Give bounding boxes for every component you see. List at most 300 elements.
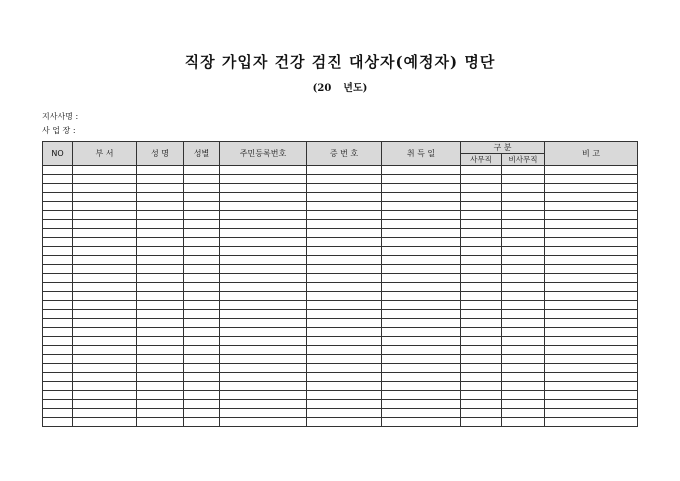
cell-no[interactable] bbox=[43, 391, 73, 400]
cell-department[interactable] bbox=[73, 337, 137, 346]
cell-office-worker[interactable] bbox=[461, 247, 502, 256]
cell-office-worker[interactable] bbox=[461, 202, 502, 211]
cell-no[interactable] bbox=[43, 337, 73, 346]
cell-non-office-worker[interactable] bbox=[502, 184, 545, 193]
cell-no[interactable] bbox=[43, 346, 73, 355]
cell-department[interactable] bbox=[73, 328, 137, 337]
cell-resident-number[interactable] bbox=[220, 274, 307, 283]
cell-no[interactable] bbox=[43, 400, 73, 409]
cell-gender[interactable] bbox=[184, 166, 220, 175]
table-row bbox=[43, 418, 638, 427]
cell-remarks[interactable] bbox=[545, 373, 638, 382]
cell-non-office-worker[interactable] bbox=[502, 283, 545, 292]
cell-resident-number[interactable] bbox=[220, 166, 307, 175]
cell-no[interactable] bbox=[43, 202, 73, 211]
cell-department[interactable] bbox=[73, 400, 137, 409]
cell-non-office-worker[interactable] bbox=[502, 211, 545, 220]
cell-non-office-worker[interactable] bbox=[502, 409, 545, 418]
cell-resident-number[interactable] bbox=[220, 292, 307, 301]
cell-no[interactable] bbox=[43, 229, 73, 238]
cell-office-worker[interactable] bbox=[461, 265, 502, 274]
cell-name[interactable] bbox=[137, 211, 184, 220]
cell-certificate-number[interactable] bbox=[307, 319, 382, 328]
cell-resident-number[interactable] bbox=[220, 238, 307, 247]
cell-certificate-number[interactable] bbox=[307, 193, 382, 202]
cell-office-worker[interactable] bbox=[461, 229, 502, 238]
cell-non-office-worker[interactable] bbox=[502, 265, 545, 274]
cell-remarks[interactable] bbox=[545, 175, 638, 184]
cell-resident-number[interactable] bbox=[220, 418, 307, 427]
cell-certificate-number[interactable] bbox=[307, 346, 382, 355]
cell-certificate-number[interactable] bbox=[307, 256, 382, 265]
cell-certificate-number[interactable] bbox=[307, 229, 382, 238]
cell-certificate-number[interactable] bbox=[307, 382, 382, 391]
cell-gender[interactable] bbox=[184, 211, 220, 220]
cell-office-worker[interactable] bbox=[461, 409, 502, 418]
cell-acquired-date[interactable] bbox=[382, 220, 461, 229]
cell-resident-number[interactable] bbox=[220, 229, 307, 238]
cell-certificate-number[interactable] bbox=[307, 409, 382, 418]
cell-non-office-worker[interactable] bbox=[502, 355, 545, 364]
cell-department[interactable] bbox=[73, 310, 137, 319]
cell-office-worker[interactable] bbox=[461, 400, 502, 409]
cell-resident-number[interactable] bbox=[220, 355, 307, 364]
cell-certificate-number[interactable] bbox=[307, 274, 382, 283]
cell-gender[interactable] bbox=[184, 418, 220, 427]
cell-resident-number[interactable] bbox=[220, 364, 307, 373]
cell-non-office-worker[interactable] bbox=[502, 328, 545, 337]
cell-office-worker[interactable] bbox=[461, 355, 502, 364]
cell-acquired-date[interactable] bbox=[382, 364, 461, 373]
cell-name[interactable] bbox=[137, 382, 184, 391]
table-row bbox=[43, 256, 638, 265]
cell-non-office-worker[interactable] bbox=[502, 310, 545, 319]
cell-acquired-date[interactable] bbox=[382, 184, 461, 193]
cell-remarks[interactable] bbox=[545, 238, 638, 247]
cell-department[interactable] bbox=[73, 229, 137, 238]
cell-acquired-date[interactable] bbox=[382, 301, 461, 310]
cell-remarks[interactable] bbox=[545, 319, 638, 328]
cell-resident-number[interactable] bbox=[220, 319, 307, 328]
cell-name[interactable] bbox=[137, 265, 184, 274]
cell-department[interactable] bbox=[73, 283, 137, 292]
cell-certificate-number[interactable] bbox=[307, 247, 382, 256]
cell-no[interactable] bbox=[43, 364, 73, 373]
cell-non-office-worker[interactable] bbox=[502, 319, 545, 328]
cell-acquired-date[interactable] bbox=[382, 400, 461, 409]
cell-no[interactable] bbox=[43, 247, 73, 256]
cell-non-office-worker[interactable] bbox=[502, 364, 545, 373]
cell-gender[interactable] bbox=[184, 382, 220, 391]
cell-no[interactable] bbox=[43, 301, 73, 310]
cell-office-worker[interactable] bbox=[461, 274, 502, 283]
cell-gender[interactable] bbox=[184, 292, 220, 301]
cell-acquired-date[interactable] bbox=[382, 283, 461, 292]
cell-remarks[interactable] bbox=[545, 400, 638, 409]
cell-certificate-number[interactable] bbox=[307, 400, 382, 409]
cell-non-office-worker[interactable] bbox=[502, 418, 545, 427]
cell-no[interactable] bbox=[43, 265, 73, 274]
cell-name[interactable] bbox=[137, 292, 184, 301]
cell-office-worker[interactable] bbox=[461, 238, 502, 247]
cell-office-worker[interactable] bbox=[461, 292, 502, 301]
cell-non-office-worker[interactable] bbox=[502, 274, 545, 283]
cell-resident-number[interactable] bbox=[220, 184, 307, 193]
cell-name[interactable] bbox=[137, 184, 184, 193]
cell-certificate-number[interactable] bbox=[307, 373, 382, 382]
cell-gender[interactable] bbox=[184, 202, 220, 211]
cell-department[interactable] bbox=[73, 247, 137, 256]
cell-remarks[interactable] bbox=[545, 166, 638, 175]
cell-remarks[interactable] bbox=[545, 346, 638, 355]
cell-acquired-date[interactable] bbox=[382, 256, 461, 265]
cell-non-office-worker[interactable] bbox=[502, 301, 545, 310]
cell-gender[interactable] bbox=[184, 256, 220, 265]
cell-no[interactable] bbox=[43, 283, 73, 292]
cell-no[interactable] bbox=[43, 409, 73, 418]
cell-remarks[interactable] bbox=[545, 337, 638, 346]
cell-no[interactable] bbox=[43, 310, 73, 319]
cell-no[interactable] bbox=[43, 382, 73, 391]
cell-department[interactable] bbox=[73, 319, 137, 328]
cell-no[interactable] bbox=[43, 238, 73, 247]
cell-non-office-worker[interactable] bbox=[502, 256, 545, 265]
cell-acquired-date[interactable] bbox=[382, 238, 461, 247]
cell-no[interactable] bbox=[43, 193, 73, 202]
cell-acquired-date[interactable] bbox=[382, 202, 461, 211]
cell-acquired-date[interactable] bbox=[382, 211, 461, 220]
cell-acquired-date[interactable] bbox=[382, 355, 461, 364]
cell-resident-number[interactable] bbox=[220, 283, 307, 292]
cell-non-office-worker[interactable] bbox=[502, 193, 545, 202]
cell-certificate-number[interactable] bbox=[307, 310, 382, 319]
cell-office-worker[interactable] bbox=[461, 373, 502, 382]
cell-department[interactable] bbox=[73, 292, 137, 301]
cell-office-worker[interactable] bbox=[461, 418, 502, 427]
cell-certificate-number[interactable] bbox=[307, 175, 382, 184]
cell-remarks[interactable] bbox=[545, 229, 638, 238]
cell-department[interactable] bbox=[73, 274, 137, 283]
cell-remarks[interactable] bbox=[545, 202, 638, 211]
cell-non-office-worker[interactable] bbox=[502, 337, 545, 346]
cell-remarks[interactable] bbox=[545, 391, 638, 400]
cell-department[interactable] bbox=[73, 373, 137, 382]
cell-non-office-worker[interactable] bbox=[502, 382, 545, 391]
cell-remarks[interactable] bbox=[545, 256, 638, 265]
cell-office-worker[interactable] bbox=[461, 193, 502, 202]
cell-no[interactable] bbox=[43, 166, 73, 175]
cell-non-office-worker[interactable] bbox=[502, 238, 545, 247]
cell-name[interactable] bbox=[137, 310, 184, 319]
cell-office-worker[interactable] bbox=[461, 364, 502, 373]
cell-name[interactable] bbox=[137, 301, 184, 310]
cell-gender[interactable] bbox=[184, 265, 220, 274]
cell-name[interactable] bbox=[137, 328, 184, 337]
cell-acquired-date[interactable] bbox=[382, 337, 461, 346]
cell-name[interactable] bbox=[137, 337, 184, 346]
cell-office-worker[interactable] bbox=[461, 283, 502, 292]
cell-acquired-date[interactable] bbox=[382, 292, 461, 301]
cell-remarks[interactable] bbox=[545, 364, 638, 373]
cell-name[interactable] bbox=[137, 247, 184, 256]
cell-remarks[interactable] bbox=[545, 184, 638, 193]
cell-remarks[interactable] bbox=[545, 283, 638, 292]
cell-department[interactable] bbox=[73, 265, 137, 274]
cell-department[interactable] bbox=[73, 409, 137, 418]
cell-office-worker[interactable] bbox=[461, 301, 502, 310]
cell-certificate-number[interactable] bbox=[307, 337, 382, 346]
cell-resident-number[interactable] bbox=[220, 400, 307, 409]
cell-remarks[interactable] bbox=[545, 355, 638, 364]
cell-gender[interactable] bbox=[184, 373, 220, 382]
cell-gender[interactable] bbox=[184, 355, 220, 364]
cell-non-office-worker[interactable] bbox=[502, 391, 545, 400]
cell-resident-number[interactable] bbox=[220, 202, 307, 211]
cell-acquired-date[interactable] bbox=[382, 418, 461, 427]
cell-office-worker[interactable] bbox=[461, 346, 502, 355]
cell-gender[interactable] bbox=[184, 409, 220, 418]
cell-certificate-number[interactable] bbox=[307, 184, 382, 193]
cell-certificate-number[interactable] bbox=[307, 364, 382, 373]
cell-department[interactable] bbox=[73, 184, 137, 193]
cell-office-worker[interactable] bbox=[461, 337, 502, 346]
cell-department[interactable] bbox=[73, 382, 137, 391]
cell-resident-number[interactable] bbox=[220, 220, 307, 229]
cell-gender[interactable] bbox=[184, 328, 220, 337]
cell-acquired-date[interactable] bbox=[382, 229, 461, 238]
table-row bbox=[43, 391, 638, 400]
cell-gender[interactable] bbox=[184, 301, 220, 310]
cell-certificate-number[interactable] bbox=[307, 238, 382, 247]
cell-office-worker[interactable] bbox=[461, 310, 502, 319]
cell-resident-number[interactable] bbox=[220, 247, 307, 256]
cell-gender[interactable] bbox=[184, 274, 220, 283]
cell-name[interactable] bbox=[137, 238, 184, 247]
cell-acquired-date[interactable] bbox=[382, 274, 461, 283]
cell-acquired-date[interactable] bbox=[382, 310, 461, 319]
cell-non-office-worker[interactable] bbox=[502, 229, 545, 238]
cell-name[interactable] bbox=[137, 283, 184, 292]
cell-certificate-number[interactable] bbox=[307, 166, 382, 175]
cell-acquired-date[interactable] bbox=[382, 382, 461, 391]
cell-non-office-worker[interactable] bbox=[502, 166, 545, 175]
cell-resident-number[interactable] bbox=[220, 328, 307, 337]
roster-table bbox=[42, 141, 638, 427]
cell-department[interactable] bbox=[73, 364, 137, 373]
cell-name[interactable] bbox=[137, 373, 184, 382]
cell-resident-number[interactable] bbox=[220, 211, 307, 220]
table-row bbox=[43, 265, 638, 274]
cell-certificate-number[interactable] bbox=[307, 220, 382, 229]
cell-no[interactable] bbox=[43, 175, 73, 184]
cell-name[interactable] bbox=[137, 319, 184, 328]
cell-gender[interactable] bbox=[184, 400, 220, 409]
cell-non-office-worker[interactable] bbox=[502, 220, 545, 229]
cell-non-office-worker[interactable] bbox=[502, 400, 545, 409]
cell-no[interactable] bbox=[43, 211, 73, 220]
cell-acquired-date[interactable] bbox=[382, 166, 461, 175]
cell-remarks[interactable] bbox=[545, 265, 638, 274]
cell-gender[interactable] bbox=[184, 184, 220, 193]
cell-resident-number[interactable] bbox=[220, 256, 307, 265]
cell-office-worker[interactable] bbox=[461, 328, 502, 337]
cell-certificate-number[interactable] bbox=[307, 211, 382, 220]
cell-name[interactable] bbox=[137, 355, 184, 364]
cell-name[interactable] bbox=[137, 346, 184, 355]
cell-office-worker[interactable] bbox=[461, 211, 502, 220]
cell-name[interactable] bbox=[137, 175, 184, 184]
cell-non-office-worker[interactable] bbox=[502, 373, 545, 382]
cell-gender[interactable] bbox=[184, 364, 220, 373]
cell-no[interactable] bbox=[43, 220, 73, 229]
cell-name[interactable] bbox=[137, 229, 184, 238]
cell-acquired-date[interactable] bbox=[382, 391, 461, 400]
cell-name[interactable] bbox=[137, 418, 184, 427]
cell-office-worker[interactable] bbox=[461, 382, 502, 391]
cell-certificate-number[interactable] bbox=[307, 328, 382, 337]
cell-acquired-date[interactable] bbox=[382, 373, 461, 382]
cell-gender[interactable] bbox=[184, 238, 220, 247]
cell-gender[interactable] bbox=[184, 337, 220, 346]
cell-remarks[interactable] bbox=[545, 310, 638, 319]
cell-resident-number[interactable] bbox=[220, 301, 307, 310]
cell-name[interactable] bbox=[137, 409, 184, 418]
cell-resident-number[interactable] bbox=[220, 337, 307, 346]
cell-remarks[interactable] bbox=[545, 409, 638, 418]
cell-remarks[interactable] bbox=[545, 292, 638, 301]
cell-certificate-number[interactable] bbox=[307, 292, 382, 301]
cell-gender[interactable] bbox=[184, 220, 220, 229]
cell-non-office-worker[interactable] bbox=[502, 175, 545, 184]
cell-no[interactable] bbox=[43, 292, 73, 301]
cell-gender[interactable] bbox=[184, 391, 220, 400]
cell-no[interactable] bbox=[43, 418, 73, 427]
cell-no[interactable] bbox=[43, 274, 73, 283]
cell-certificate-number[interactable] bbox=[307, 283, 382, 292]
cell-department[interactable] bbox=[73, 193, 137, 202]
cell-office-worker[interactable] bbox=[461, 220, 502, 229]
cell-department[interactable] bbox=[73, 211, 137, 220]
cell-gender[interactable] bbox=[184, 346, 220, 355]
cell-certificate-number[interactable] bbox=[307, 265, 382, 274]
cell-office-worker[interactable] bbox=[461, 175, 502, 184]
cell-name[interactable] bbox=[137, 220, 184, 229]
cell-remarks[interactable] bbox=[545, 274, 638, 283]
cell-acquired-date[interactable] bbox=[382, 346, 461, 355]
cell-remarks[interactable] bbox=[545, 301, 638, 310]
cell-resident-number[interactable] bbox=[220, 382, 307, 391]
cell-certificate-number[interactable] bbox=[307, 202, 382, 211]
cell-gender[interactable] bbox=[184, 229, 220, 238]
cell-name[interactable] bbox=[137, 364, 184, 373]
cell-certificate-number[interactable] bbox=[307, 391, 382, 400]
cell-remarks[interactable] bbox=[545, 211, 638, 220]
cell-resident-number[interactable] bbox=[220, 310, 307, 319]
cell-non-office-worker[interactable] bbox=[502, 292, 545, 301]
cell-department[interactable] bbox=[73, 301, 137, 310]
cell-resident-number[interactable] bbox=[220, 175, 307, 184]
cell-name[interactable] bbox=[137, 400, 184, 409]
cell-name[interactable] bbox=[137, 202, 184, 211]
cell-certificate-number[interactable] bbox=[307, 355, 382, 364]
cell-no[interactable] bbox=[43, 256, 73, 265]
cell-office-worker[interactable] bbox=[461, 391, 502, 400]
cell-department[interactable] bbox=[73, 355, 137, 364]
cell-acquired-date[interactable] bbox=[382, 319, 461, 328]
cell-resident-number[interactable] bbox=[220, 346, 307, 355]
cell-remarks[interactable] bbox=[545, 193, 638, 202]
cell-name[interactable] bbox=[137, 166, 184, 175]
cell-name[interactable] bbox=[137, 274, 184, 283]
cell-name[interactable] bbox=[137, 193, 184, 202]
cell-non-office-worker[interactable] bbox=[502, 247, 545, 256]
cell-remarks[interactable] bbox=[545, 328, 638, 337]
cell-remarks[interactable] bbox=[545, 220, 638, 229]
cell-no[interactable] bbox=[43, 319, 73, 328]
cell-office-worker[interactable] bbox=[461, 184, 502, 193]
cell-department[interactable] bbox=[73, 202, 137, 211]
cell-department[interactable] bbox=[73, 418, 137, 427]
cell-department[interactable] bbox=[73, 256, 137, 265]
header-gender: 성별 bbox=[184, 142, 220, 166]
cell-no[interactable] bbox=[43, 184, 73, 193]
cell-department[interactable] bbox=[73, 346, 137, 355]
cell-non-office-worker[interactable] bbox=[502, 346, 545, 355]
cell-certificate-number[interactable] bbox=[307, 418, 382, 427]
cell-acquired-date[interactable] bbox=[382, 265, 461, 274]
table-row bbox=[43, 202, 638, 211]
cell-name[interactable] bbox=[137, 256, 184, 265]
cell-no[interactable] bbox=[43, 355, 73, 364]
cell-gender[interactable] bbox=[184, 247, 220, 256]
table-row bbox=[43, 247, 638, 256]
cell-office-worker[interactable] bbox=[461, 256, 502, 265]
cell-resident-number[interactable] bbox=[220, 391, 307, 400]
cell-gender[interactable] bbox=[184, 310, 220, 319]
cell-acquired-date[interactable] bbox=[382, 409, 461, 418]
cell-gender[interactable] bbox=[184, 283, 220, 292]
cell-office-worker[interactable] bbox=[461, 166, 502, 175]
cell-remarks[interactable] bbox=[545, 382, 638, 391]
cell-resident-number[interactable] bbox=[220, 409, 307, 418]
cell-acquired-date[interactable] bbox=[382, 175, 461, 184]
cell-department[interactable] bbox=[73, 175, 137, 184]
cell-acquired-date[interactable] bbox=[382, 247, 461, 256]
cell-acquired-date[interactable] bbox=[382, 193, 461, 202]
subtitle-year-open: (20 bbox=[312, 83, 332, 94]
cell-no[interactable] bbox=[43, 373, 73, 382]
cell-remarks[interactable] bbox=[545, 247, 638, 256]
cell-department[interactable] bbox=[73, 220, 137, 229]
cell-non-office-worker[interactable] bbox=[502, 202, 545, 211]
cell-department[interactable] bbox=[73, 166, 137, 175]
cell-resident-number[interactable] bbox=[220, 265, 307, 274]
cell-office-worker[interactable] bbox=[461, 319, 502, 328]
cell-resident-number[interactable] bbox=[220, 193, 307, 202]
cell-gender[interactable] bbox=[184, 319, 220, 328]
cell-acquired-date[interactable] bbox=[382, 328, 461, 337]
cell-gender[interactable] bbox=[184, 193, 220, 202]
cell-name[interactable] bbox=[137, 391, 184, 400]
cell-certificate-number[interactable] bbox=[307, 301, 382, 310]
cell-gender[interactable] bbox=[184, 175, 220, 184]
table-row bbox=[43, 283, 638, 292]
cell-no[interactable] bbox=[43, 328, 73, 337]
cell-department[interactable] bbox=[73, 391, 137, 400]
cell-resident-number[interactable] bbox=[220, 373, 307, 382]
cell-remarks[interactable] bbox=[545, 418, 638, 427]
cell-department[interactable] bbox=[73, 238, 137, 247]
